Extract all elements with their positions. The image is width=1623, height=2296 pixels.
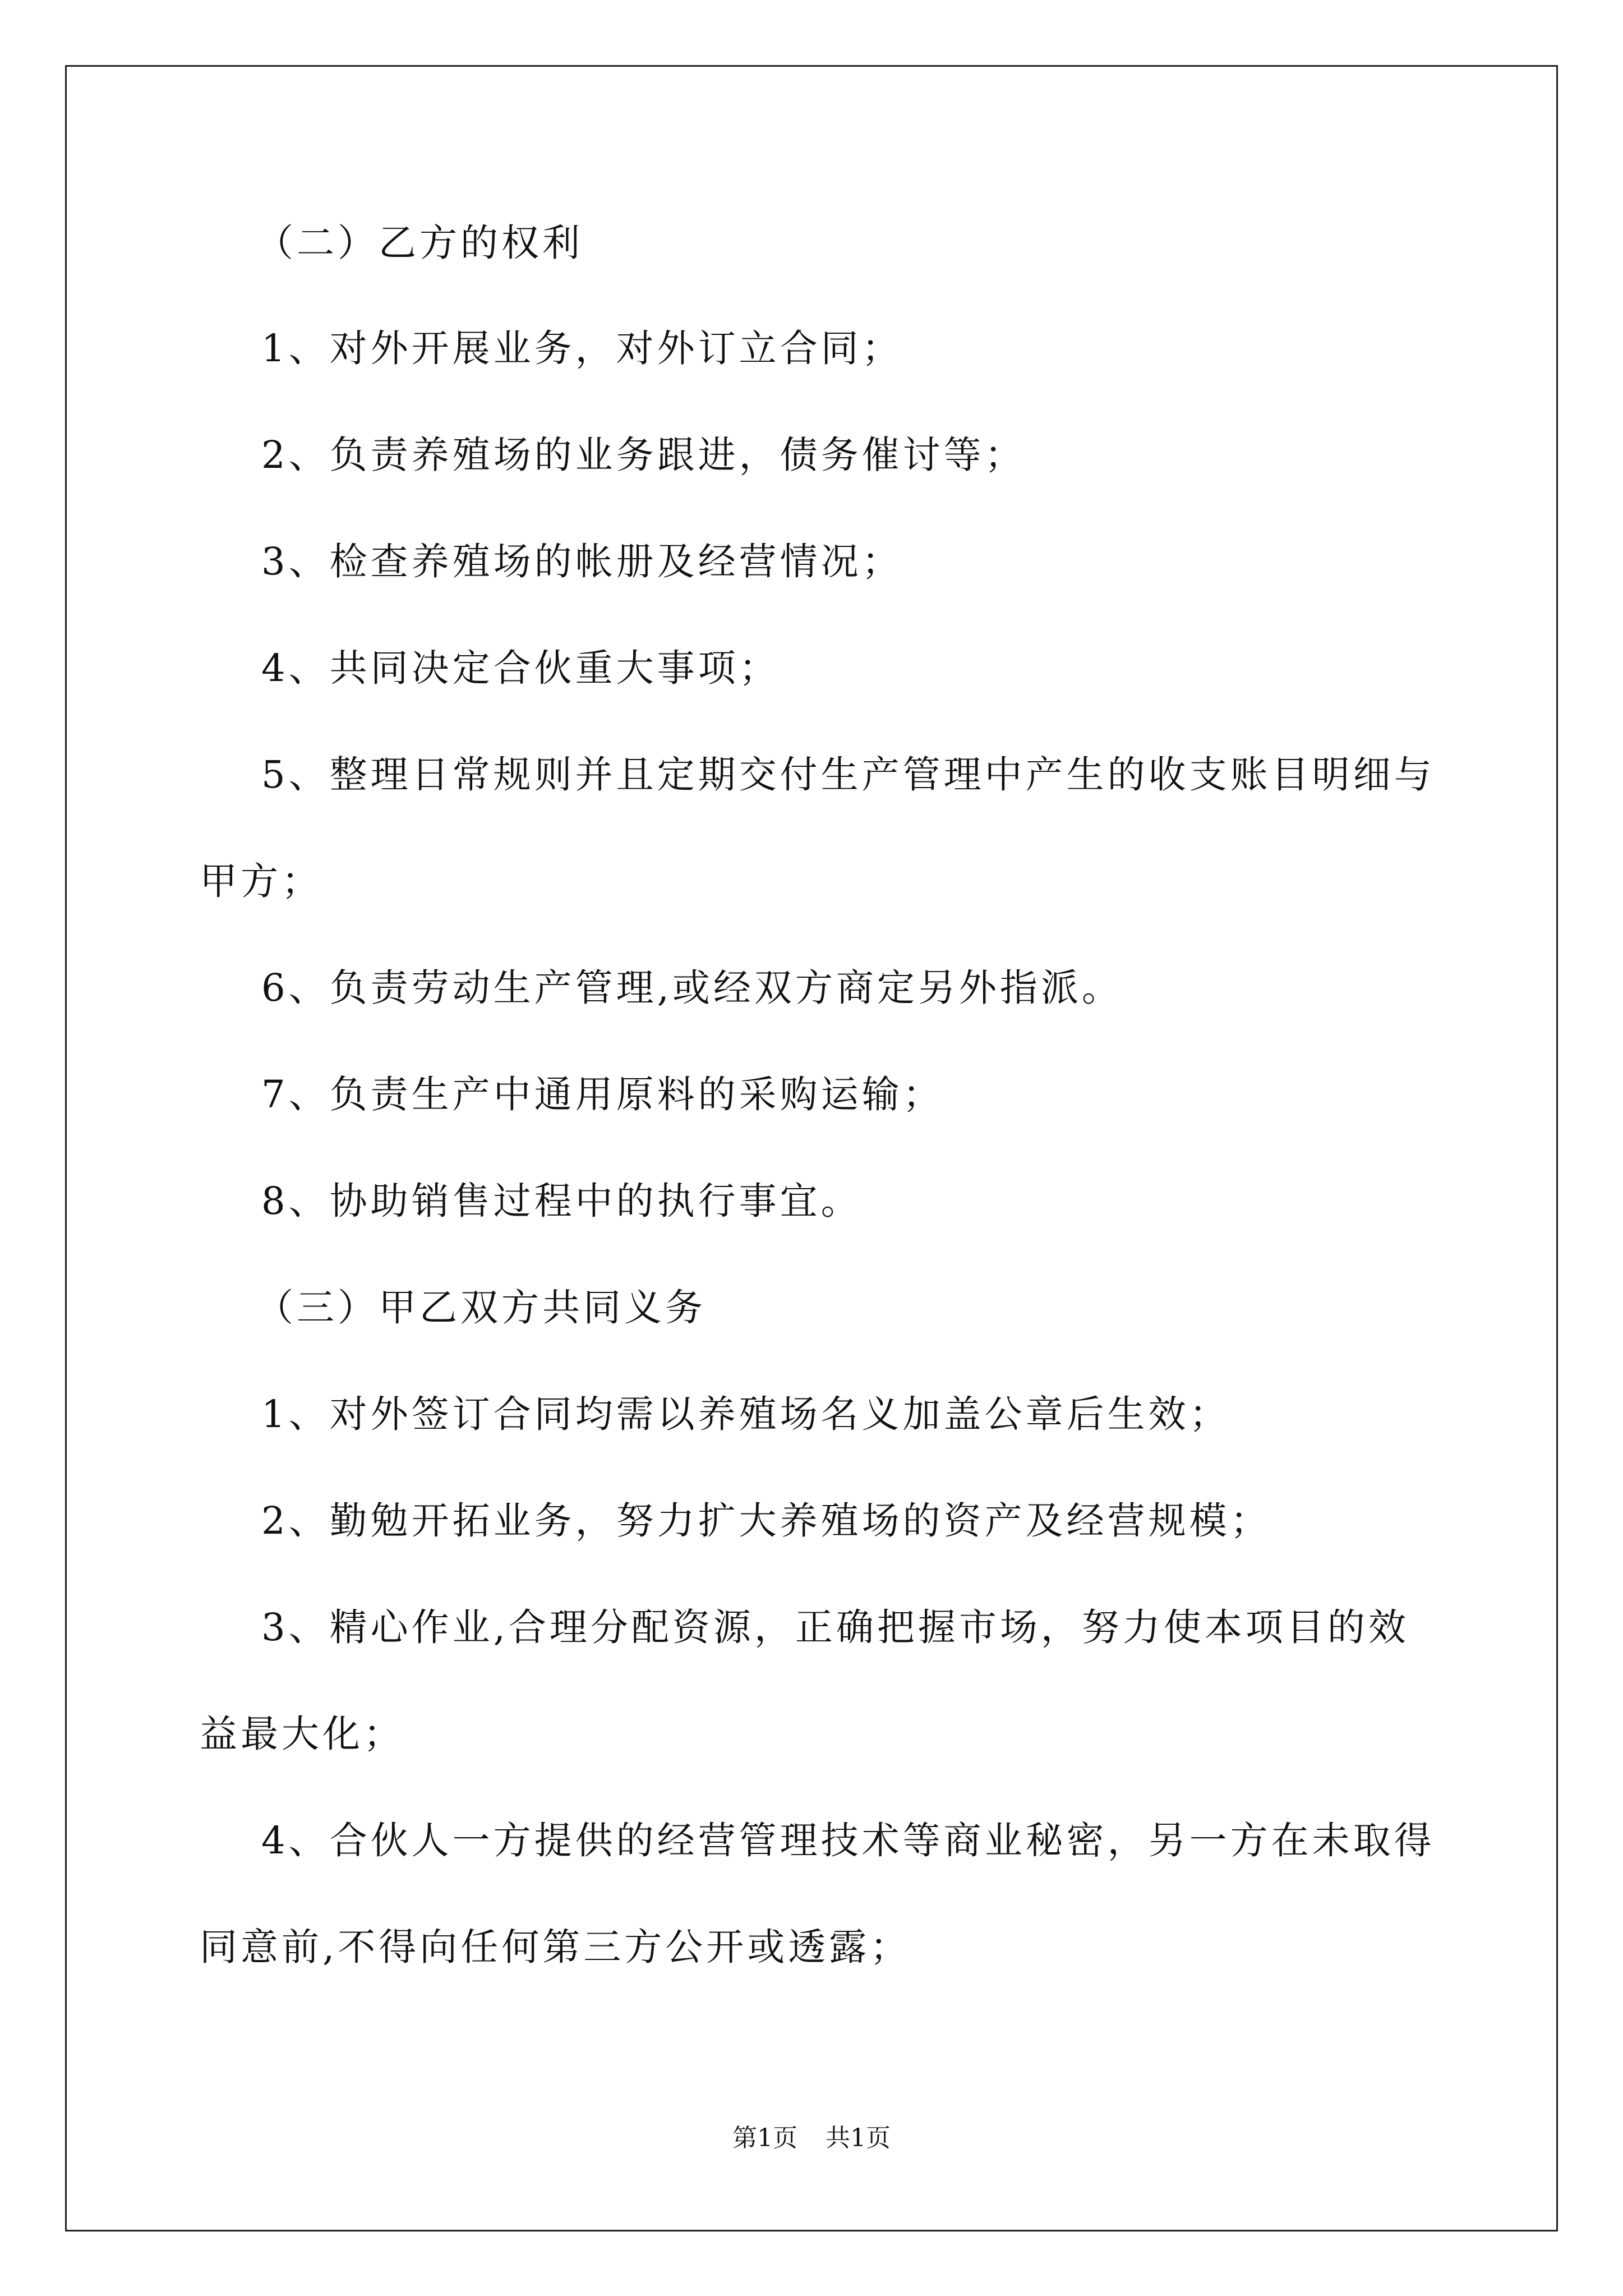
paragraph-line-continuation: 益最大化； bbox=[200, 1712, 404, 1756]
paragraph-line: 1、对外开展业务，对外订立合同； bbox=[261, 326, 903, 370]
paragraph-line: 8、协助销售过程中的执行事宜。 bbox=[261, 1179, 862, 1223]
section-heading-2: （二）乙方的权利 bbox=[256, 221, 583, 265]
paragraph-line: 5、整理日常规则并且定期交付生产管理中产生的收支账目明细与 bbox=[261, 753, 1435, 797]
paragraph-line: 2、负责养殖场的业务跟进，债务催讨等； bbox=[261, 433, 1026, 477]
paragraph-line: 4、合伙人一方提供的经营管理技术等商业秘密，另一方在未取得 bbox=[261, 1819, 1435, 1862]
section-heading-3: （三）甲乙双方共同义务 bbox=[256, 1286, 706, 1329]
page-border bbox=[65, 65, 1558, 2231]
paragraph-line: 3、精心作业,合理分配资源，正确把握市场，努力使本项目的效 bbox=[261, 1605, 1409, 1649]
paragraph-line-continuation: 同意前,不得向任何第三方公开或透露； bbox=[200, 1925, 911, 1969]
page-number-current: 第1页 bbox=[732, 2124, 797, 2152]
page-number-total: 共1页 bbox=[826, 2124, 891, 2152]
paragraph-line: 6、负责劳动生产管理,或经双方商定另外指派。 bbox=[261, 966, 1123, 1010]
page-footer bbox=[0, 2122, 1623, 2155]
paragraph-line: 4、共同决定合伙重大事项； bbox=[261, 646, 780, 690]
paragraph-line-continuation: 甲方； bbox=[200, 859, 322, 903]
paragraph-line: 3、检查养殖场的帐册及经营情况； bbox=[261, 540, 903, 583]
paragraph-line: 7、负责生产中通用原料的采购运输； bbox=[261, 1073, 944, 1116]
paragraph-line: 1、对外签订合同均需以养殖场名义加盖公章后生效； bbox=[261, 1392, 1230, 1436]
paragraph-line: 2、勤勉开拓业务，努力扩大养殖场的资产及经营规模； bbox=[261, 1499, 1271, 1543]
